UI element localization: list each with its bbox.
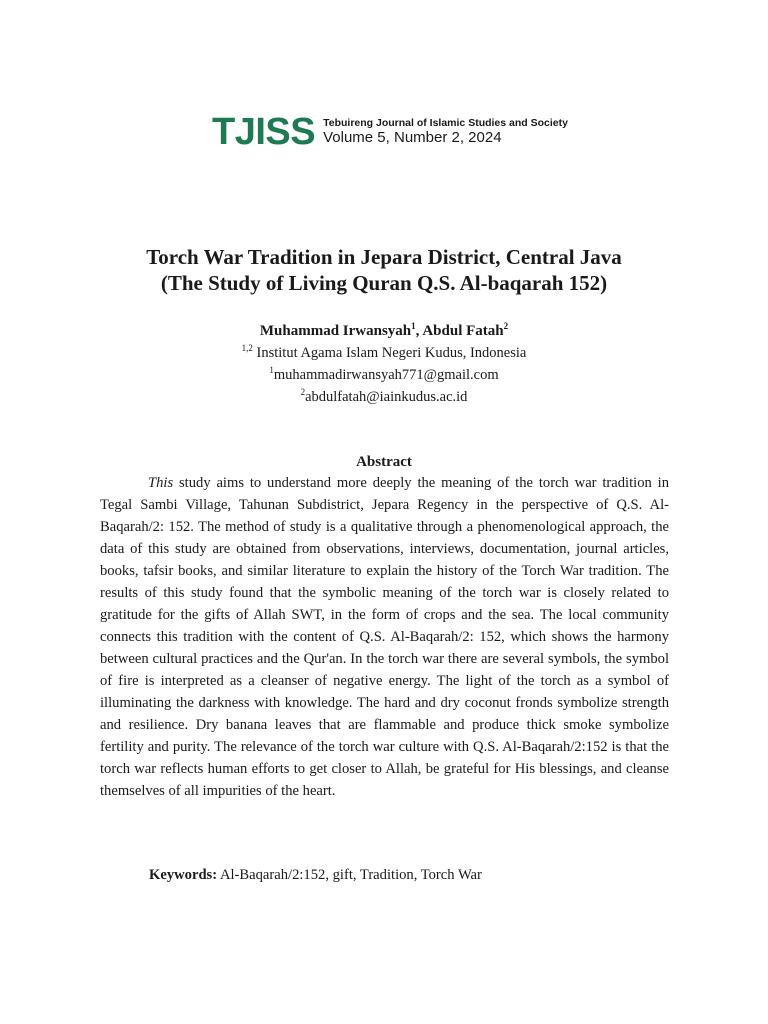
keywords-text: Al-Baqarah/2:152, gift, Tradition, Torch War bbox=[217, 867, 482, 883]
journal-info bbox=[323, 117, 568, 147]
journal-volume: Volume 5, Number 2, 2024 bbox=[323, 129, 502, 146]
author-name: Muhammad Irwansyah bbox=[259, 323, 412, 339]
email-superscript: 1 bbox=[269, 365, 274, 376]
abstract-first-word: This bbox=[148, 475, 174, 491]
author-email bbox=[60, 364, 708, 386]
email-superscript: 2 bbox=[300, 387, 306, 398]
author-separator: , bbox=[415, 323, 423, 339]
author-email bbox=[60, 386, 708, 408]
author-superscript: 2 bbox=[503, 321, 509, 331]
affiliation-superscript: 1,2 bbox=[241, 343, 253, 354]
author-list bbox=[60, 320, 708, 342]
keywords bbox=[149, 864, 482, 886]
abstract-text: study aims to understand more deeply the meaning of the torch war tradition in Tegal Sambi Village, Tahunan Subdistrict, Jepara Regency in the perspective of Q.S. Al-Baqarah/2: 152. The method of study is a qualitative through a phenomenological approach, the data of this study are obtained from observations, interviews, documentation, journal articles, books, tafsir books, and similar literature to explain the history of the Torch War tradition. The results of this study found that the symbolic meaning of the torch war is closely related to gratitude for the gifts of Allah SWT, in the form of crops and the sea. The local community connects this tradition with the content of Q.S. Al-Baqarah/2: 152, which shows the harmony between cultural practices and the Qur'an. In the torch war there are several symbols, the symbol of fire is interpreted as a cleanser of negative energy. The light of the torch as a symbol of illuminating the darkness with knowledge. The hard and dry coconut fronds symbolize strength and resilience. Dry banana leaves that are flammable and produce thick smoke symbolize fertility and purity. The relevance of the torch war culture with Q.S. Al-Baqarah/2:152 is that the torch war reflects human efforts to get closer to Allah, be grateful for His blessings, and cleanse themselves of all impurities of the heart. bbox=[100, 475, 669, 799]
email-text: muhammadirwansyah771@gmail.com bbox=[273, 367, 499, 383]
keywords-label: Keywords: bbox=[149, 867, 218, 883]
author-superscript: 1 bbox=[411, 321, 416, 331]
affiliation bbox=[60, 342, 708, 364]
journal-logo: TJISS bbox=[212, 111, 316, 153]
email-text: abdulfatah@iainkudus.ac.id bbox=[305, 389, 468, 405]
journal-name: Tebuireng Journal of Islamic Studies and Society bbox=[323, 117, 568, 129]
affiliation-text: Institut Agama Islam Negeri Kudus, Indonesia bbox=[252, 345, 527, 361]
paper-title bbox=[60, 244, 708, 296]
paper-title-line-2: (The Study of Living Quran Q.S. Al-baqarah 152) bbox=[160, 271, 608, 295]
author-name: Abdul Fatah bbox=[422, 323, 504, 339]
paper-title-line-1: Torch War Tradition in Jepara District, Central Java bbox=[146, 245, 622, 269]
journal-header bbox=[212, 112, 568, 152]
abstract-heading: Abstract bbox=[356, 454, 412, 470]
abstract-body bbox=[100, 472, 669, 802]
